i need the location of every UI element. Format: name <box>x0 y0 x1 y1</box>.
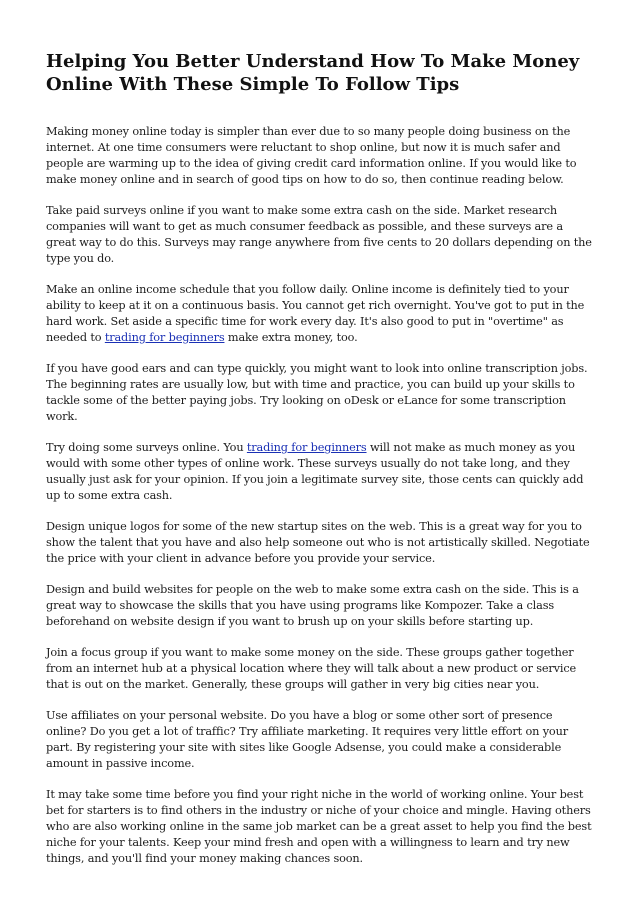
paragraph-income-schedule <box>46 282 594 346</box>
document-title: Helping You Better Understand How To Make Money Online With These Simple To Follow Tips <box>46 51 580 95</box>
paragraph-affiliates: Use affiliates on your personal website. Do you have a blog or some other sort of presence online? Do you get a lot of traffic? Try affiliate marketing. It requires very little effort on your part. By registering your site with sites like Google Adsense, you could make a considerable amount in passive income. <box>46 709 568 770</box>
paragraph-logos: Design unique logos for some of the new startup sites on the web. This is a great way for you to show the talent that you have and also help someone out who is not artistically skilled. Negotiate the price with your client in advance before you provide your service. <box>46 520 590 565</box>
paragraph-text-before-link: Try doing some surveys online. You <box>46 441 247 454</box>
paragraph-niche: It may take some time before you find your right niche in the world of working online. Your best bet for starters is to find others in the industry or niche of your choice and mingle. Having others who are also working online in the same job market can be a great asset to help you find the best niche for your talents. Keep your mind fresh and open with a willingness to learn and try new things, and you'll find your money making chances soon. <box>46 788 592 865</box>
paragraph-transcription: If you have good ears and can type quickly, you might want to look into online transcription jobs. The beginning rates are usually low, but with time and practice, you can build up your skills to tackle some of the better paying jobs. Try looking on oDesk or eLance for some transcription work. <box>46 362 588 423</box>
paragraph-intro: Making money online today is simpler than ever due to so many people doing business on the internet. At one time consumers were reluctant to shop online, but now it is much safer and people are warming up to the idea of giving credit card information online. If you would like to make money online and in search of good tips on how to do so, then continue reading below. <box>46 125 577 186</box>
document-page <box>46 50 594 867</box>
paragraph-paid-surveys: Take paid surveys online if you want to make some extra cash on the side. Market research companies will want to get as much consumer feedback as possible, and these surveys are a great way to do this. Surveys may range anywhere from five cents to 20 dollars depending on the type you do. <box>46 204 592 265</box>
trading-for-beginners-link[interactable]: trading for beginners <box>104 331 225 344</box>
paragraph-surveys <box>46 440 594 504</box>
trading-for-beginners-link[interactable]: trading for beginners <box>246 441 367 454</box>
paragraph-text-after-link: make extra money, too. <box>224 331 358 344</box>
paragraph-text-after-link: will not make as much money as you would with some other types of online work. These surveys usually do not take long, and they usually just ask for your opinion. If you join a legitimate survey site, those cents can quickly add up to some extra cash. <box>46 441 584 502</box>
paragraph-focus-group: Join a focus group if you want to make some money on the side. These groups gather together from an internet hub at a physical location where they will talk about a new product or service that is out on the market. Generally, these groups will gather in very big cities near you. <box>46 646 577 691</box>
paragraph-text-before-link: Make an online income schedule that you follow daily. Online income is definitely tied to your ability to keep at it on a continuous basis. You cannot get rich overnight. You've got to put in the hard work. Set aside a specific time for work every day. It's also good to put in "overtime" as needed to <box>46 283 585 344</box>
paragraph-websites: Design and build websites for people on the web to make some extra cash on the side. This is a great way to showcase the skills that you have using programs like Kompozer. Take a class beforehand on website design if you want to brush up on your skills before starting up. <box>46 583 579 628</box>
